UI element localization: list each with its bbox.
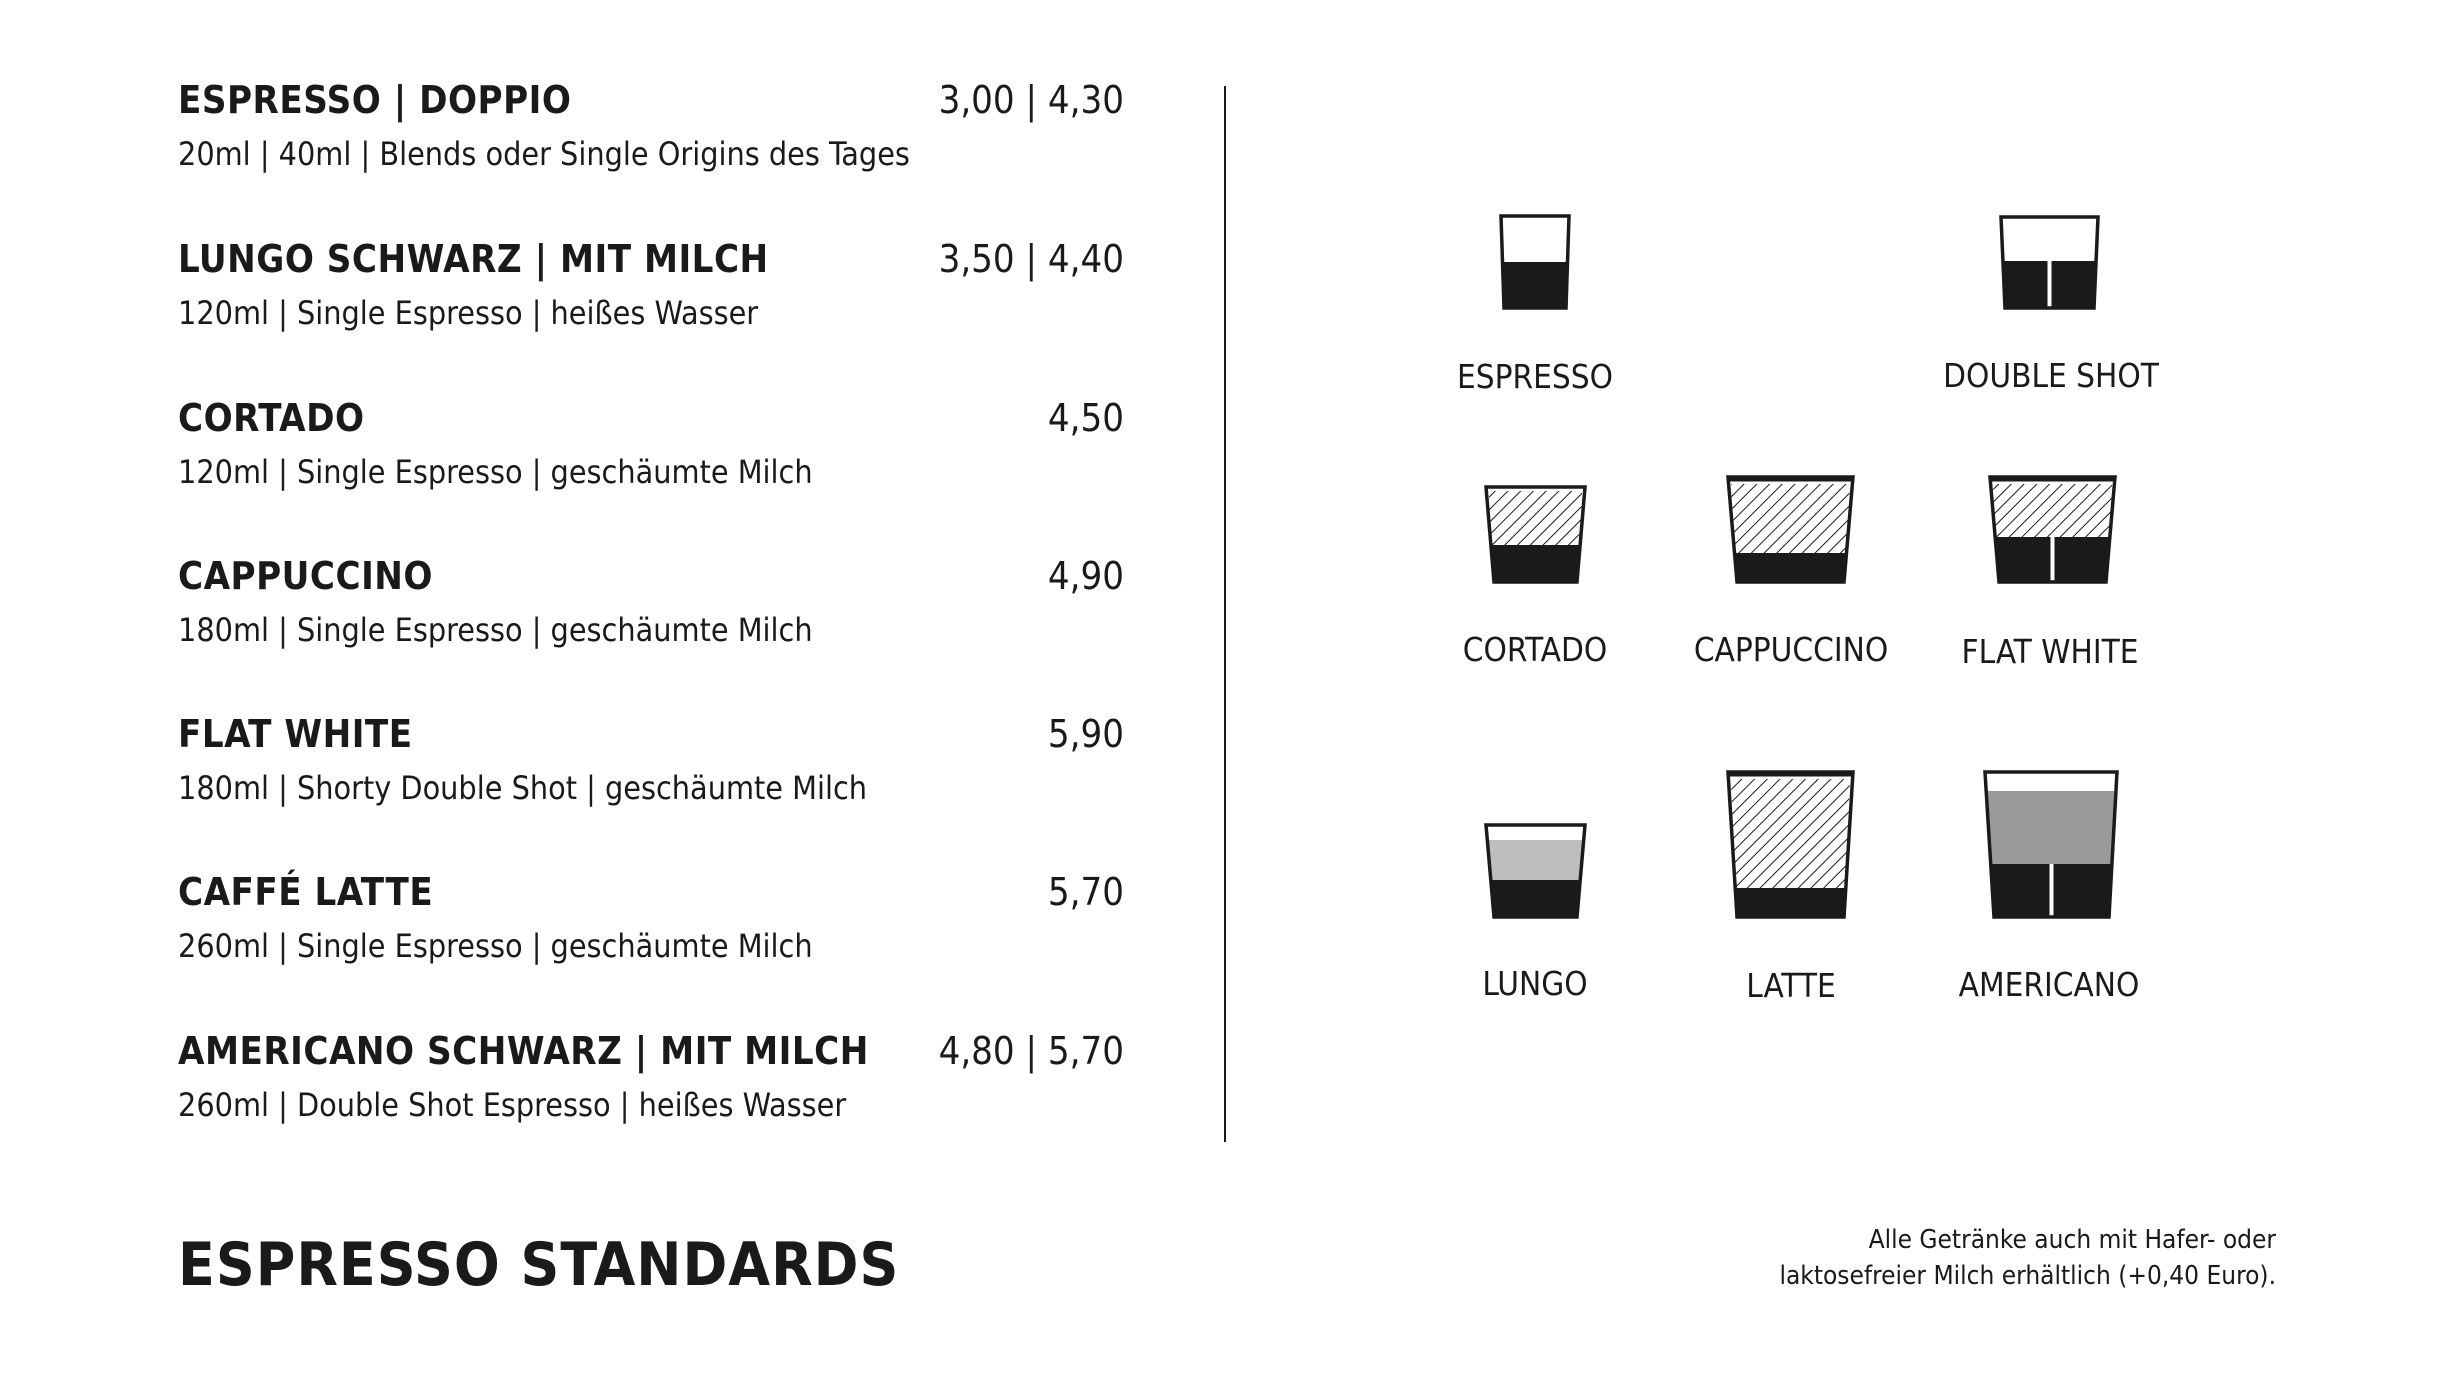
item-description: 120ml | Single Espresso | geschäumte Milch [178,453,813,491]
item-description: 120ml | Single Espresso | heißes Wasser [178,294,759,332]
item-name: LUNGO SCHWARZ | MIT MILCH [178,237,769,281]
americano-cup-icon [1985,772,2117,917]
page-title: ESPRESSO STANDARDS [178,1230,900,1300]
item-price: 3,50 | 4,40 [938,237,1124,281]
cup-label-latte: LATTE [1746,966,1836,1005]
item-name: CAFFÉ LATTE [178,870,434,914]
milk-note-line-2: laktosefreier Milch erhältlich (+0,40 Euro). [1779,1261,2276,1291]
cup-label-double-shot: DOUBLE SHOT [1943,356,2159,395]
milk-note-line-1: Alle Getränke auch mit Hafer- oder [1868,1225,2276,1255]
flat-white-cup-icon [1990,477,2115,582]
cortado-cup-icon [1486,487,1585,582]
item-description: 180ml | Single Espresso | geschäumte Milch [178,611,813,649]
cup-label-lungo: LUNGO [1482,964,1588,1003]
lungo-cup-icon [1486,825,1585,917]
cup-label-flat-white: FLAT WHITE [1961,632,2139,671]
milk-note [1779,1222,2276,1294]
espresso-cup-icon [1501,216,1569,308]
item-price: 3,00 | 4,30 [938,78,1124,122]
item-name: FLAT WHITE [178,712,413,756]
latte-cup-icon [1728,772,1853,917]
item-description: 180ml | Shorty Double Shot | geschäumte Milch [178,769,868,807]
double-shot-cup-icon [2001,217,2098,308]
item-price: 5,70 [1047,870,1124,914]
item-description: 260ml | Single Espresso | geschäumte Milch [178,927,813,965]
item-name: CORTADO [178,396,365,440]
cup-label-espresso: ESPRESSO [1457,357,1613,396]
item-price: 4,80 | 5,70 [938,1029,1124,1073]
item-price: 4,90 [1047,554,1124,598]
item-description: 260ml | Double Shot Espresso | heißes Wasser [178,1086,847,1124]
item-price: 5,90 [1047,712,1124,756]
item-description: 20ml | 40ml | Blends oder Single Origins des Tages [178,135,910,173]
cup-label-americano: AMERICANO [1958,965,2140,1004]
item-name: CAPPUCCINO [178,554,433,598]
item-price: 4,50 [1047,396,1124,440]
cappuccino-cup-icon [1728,477,1853,582]
item-name: AMERICANO SCHWARZ | MIT MILCH [178,1029,869,1073]
item-name: ESPRESSO | DOPPIO [178,78,572,122]
cup-label-cappuccino: CAPPUCCINO [1693,630,1889,669]
cup-label-cortado: CORTADO [1462,630,1608,669]
